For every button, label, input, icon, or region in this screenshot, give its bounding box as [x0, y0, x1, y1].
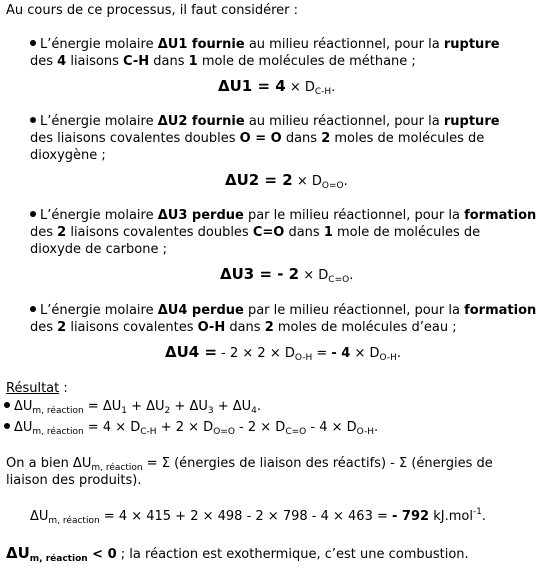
text: dans [225, 320, 265, 335]
text: liaisons covalentes [66, 320, 198, 335]
text: mole de molécules de [332, 225, 481, 240]
item4-line1 [30, 302, 536, 319]
item2-line2 [30, 130, 484, 147]
item3-line3 [30, 241, 167, 258]
text: × D [292, 174, 322, 189]
result-line2 [4, 419, 378, 436]
text: × D [285, 80, 315, 95]
text: des liaisons covalentes doubles [30, 131, 240, 146]
text: dioxyde de carbone ; [30, 242, 167, 257]
subscript: m, réaction [32, 427, 84, 437]
term-bold: rupture [443, 114, 500, 129]
text: des [30, 320, 58, 335]
text: par le milieu réactionnel, pour la [243, 303, 465, 318]
text: L’énergie molaire [40, 37, 158, 52]
text: L’énergie molaire [40, 114, 158, 129]
text: dans [149, 54, 189, 69]
text: = ΔU [83, 399, 122, 414]
bullet-icon [4, 423, 10, 429]
text: par le milieu réactionnel, pour la [243, 208, 465, 223]
term-bold: 1 [188, 54, 198, 69]
text: + ΔU [213, 399, 252, 414]
result-label: Résultat [6, 381, 60, 396]
bullet-icon [30, 211, 36, 217]
text: dans [284, 225, 324, 240]
term-bold: C-H [123, 54, 150, 69]
text: + ΔU [126, 399, 165, 414]
text: moles de molécules d’eau ; [273, 320, 457, 335]
term-bold: ΔU1 fournie [157, 37, 245, 52]
result-heading [6, 380, 68, 397]
subscript: O-H [379, 353, 397, 363]
term-bold: 1 [323, 225, 333, 240]
subscript: m, réaction [91, 463, 143, 473]
text: des [30, 54, 58, 69]
item3-line2 [30, 224, 480, 241]
item1-line2 [30, 53, 416, 70]
item2-line3 [30, 147, 106, 164]
term-bold: rupture [443, 37, 500, 52]
superscript: -1 [472, 507, 482, 517]
conclusion-line [6, 545, 469, 563]
item1-formula [218, 78, 335, 96]
text: au milieu réactionnel, pour la [244, 114, 444, 129]
text: des [30, 225, 58, 240]
term-bold: 2 [57, 225, 67, 240]
text: L’énergie molaire [40, 303, 158, 318]
text: . [481, 509, 487, 524]
formula-bold: ΔU3 = - 2 [220, 265, 300, 283]
intro-text [6, 2, 298, 19]
onabien-line1 [6, 455, 493, 472]
text: - 4 × D [306, 420, 357, 435]
text: mole de molécules de méthane ; [197, 54, 416, 69]
formula-bold: < 0 [87, 547, 117, 562]
term-bold: 2 [57, 320, 67, 335]
item4-formula [165, 344, 401, 362]
result-value: - 792 [392, 509, 430, 524]
term-bold: O = O [239, 131, 282, 146]
result-line1 [4, 398, 261, 415]
intro-span: Au cours de ce processus, il faut considérer : [6, 3, 299, 18]
subscript: C=O [285, 427, 307, 437]
text: ; la réaction est exothermique, c’est une combustion. [116, 547, 469, 562]
text: + ΔU [170, 399, 208, 414]
text: . [343, 174, 348, 189]
text: + 2 × D [156, 420, 214, 435]
subscript: 4 [251, 406, 257, 416]
subscript: m, réaction [29, 554, 88, 564]
item3-line1 [30, 207, 536, 224]
subscript: O=O [213, 427, 235, 437]
term-bold: 4 [57, 54, 67, 69]
bullet-icon [30, 117, 36, 123]
calc-line [30, 508, 486, 525]
text: liaisons [66, 54, 124, 69]
text: × D [299, 268, 329, 283]
item2-formula [225, 172, 348, 190]
term-bold: formation [464, 208, 537, 223]
bullet-icon [30, 40, 36, 46]
term-bold: formation [464, 303, 537, 318]
text: On a bien ΔU [6, 456, 92, 471]
unit: kJ.mol [429, 509, 473, 524]
formula-bold: ΔU1 = 4 [218, 77, 286, 95]
text: = 4 × 415 + 2 × 498 - 2 × 798 - 4 × 463 = [99, 509, 393, 524]
text: au milieu réactionnel, pour la [244, 37, 444, 52]
text: - 2 × 2 × D [217, 346, 295, 361]
subscript: O=O [321, 181, 344, 191]
item2-line1 [30, 113, 500, 130]
text: . [349, 268, 354, 283]
text: . [396, 346, 402, 361]
text: liaisons covalentes doubles [66, 225, 253, 240]
text: × D [350, 346, 380, 361]
text: = [312, 346, 332, 361]
text: liaison des produits). [6, 473, 142, 488]
subscript: C=O [328, 275, 350, 285]
formula-bold: ΔU [6, 544, 30, 562]
term-bold: ΔU4 perdue [157, 303, 244, 318]
bullet-icon [4, 402, 10, 408]
subscript: O-H [356, 427, 374, 437]
text: . [331, 80, 336, 95]
subscript: 2 [164, 406, 171, 416]
term-bold: ΔU2 fournie [157, 114, 245, 129]
bullet-icon [30, 306, 36, 312]
text: - 2 × D [234, 420, 286, 435]
formula-bold: - 4 [331, 346, 351, 361]
subscript: O-H [294, 353, 313, 363]
item4-line2 [30, 319, 457, 336]
onabien-line2 [6, 472, 142, 489]
text: = Σ (énergies de liaison des réactifs) - Σ (énergies de [142, 456, 493, 471]
formula-bold: ΔU2 = 2 [225, 171, 293, 189]
text: . [256, 399, 262, 414]
text: . [374, 420, 379, 435]
term-bold: O-H [197, 320, 226, 335]
text: dans [281, 131, 322, 146]
text: dioxygène ; [30, 148, 106, 163]
text: ΔU [14, 420, 33, 435]
term-bold: C=O [252, 225, 285, 240]
text: : [59, 381, 68, 396]
text: L’énergie molaire [40, 208, 158, 223]
text: ΔU [30, 509, 49, 524]
term-bold: 2 [264, 320, 274, 335]
subscript: 1 [121, 406, 127, 416]
term-bold: 2 [321, 131, 331, 146]
text: moles de molécules de [330, 131, 485, 146]
term-bold: ΔU3 perdue [157, 208, 244, 223]
subscript: C-H [140, 427, 157, 437]
subscript: 3 [207, 406, 214, 416]
subscript: m, réaction [48, 516, 100, 526]
subscript: m, réaction [32, 406, 84, 416]
item3-formula [220, 266, 353, 284]
text: ΔU [14, 399, 33, 414]
text: = 4 × D [83, 420, 141, 435]
subscript: C-H [314, 87, 332, 97]
formula-bold: ΔU4 = [165, 343, 218, 361]
item1-line1 [30, 36, 500, 53]
